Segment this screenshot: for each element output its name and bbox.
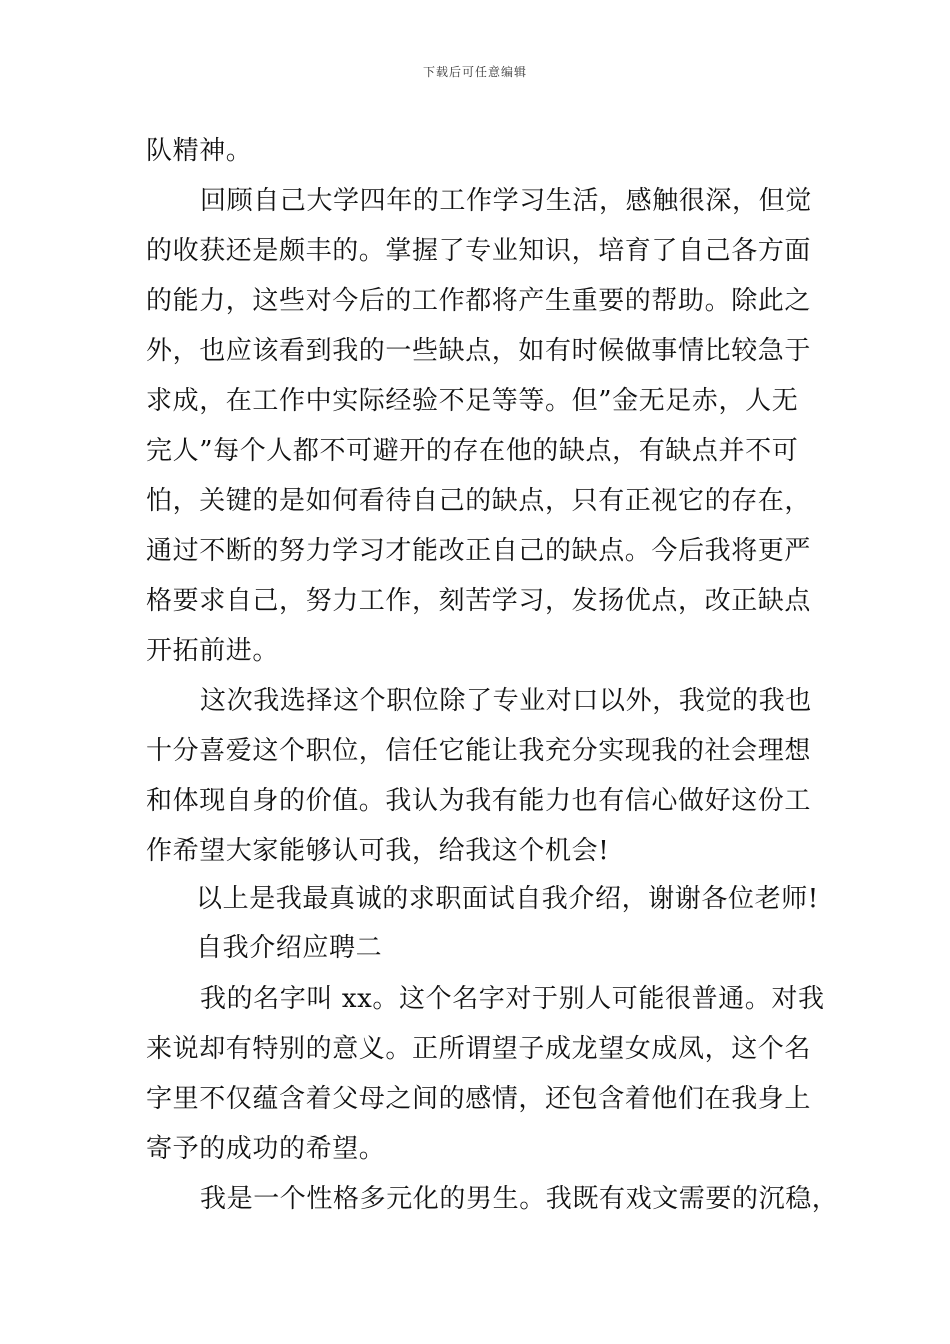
text-line: 完人”每个人都不可避开的存在他的缺点，有缺点并不可 xyxy=(146,436,799,466)
text-line: 的收获还是颇丰的。掌握了专业知识，培育了自己各方面 xyxy=(146,236,812,266)
text-line: 和体现自身的价值。我认为我有能力也有信心做好这份工 xyxy=(146,786,812,816)
text-line: 队精神。 xyxy=(146,136,253,166)
text-line: 回顾自己大学四年的工作学习生活，感触很深，但觉 xyxy=(200,186,812,216)
text-line: 开拓前进。 xyxy=(146,636,280,666)
text-line: 字里不仅蕴含着父母之间的感情，还包含着他们在我身上 xyxy=(146,1084,812,1114)
text-line: 通过不断的努力学习才能改正自己的缺点。今后我将更严 xyxy=(146,536,812,566)
text-line: 寄予的成功的希望。 xyxy=(146,1134,386,1164)
section-heading: 自我介绍应聘二 xyxy=(196,933,383,963)
text-line: 以上是我最真诚的求职面试自我介绍，谢谢各位老师! xyxy=(196,884,819,914)
text-line: 的能力，这些对今后的工作都将产生重要的帮助。除此之 xyxy=(146,286,812,316)
text-line: 十分喜爱这个职位，信任它能让我充分实现我的社会理想 xyxy=(146,736,812,766)
text-line: 怕，关键的是如何看待自己的缺点，只有正视它的存在， xyxy=(146,486,812,516)
text-line: 来说却有特别的意义。正所谓望子成龙望女成凤，这个名 xyxy=(146,1034,812,1064)
text-line: 外，也应该看到我的一些缺点，如有时候做事情比较急于 xyxy=(146,336,812,366)
text-line: 格要求自己，努力工作，刻苦学习，发扬优点，改正缺点 xyxy=(146,586,812,616)
text-line: 我是一个性格多元化的男生。我既有戏文需要的沉稳， xyxy=(200,1184,839,1214)
text-line: 求成，在工作中实际经验不足等等。但”金无足赤，人无 xyxy=(146,386,799,416)
text-line: 我的名字叫 xx。这个名字对于别人可能很普通。对我 xyxy=(200,984,825,1014)
text-line: 作希望大家能够认可我，给我这个机会! xyxy=(146,836,610,866)
page-header: 下载后可任意编辑 xyxy=(422,65,527,79)
text-line: 这次我选择这个职位除了专业对口以外，我觉的我也 xyxy=(200,686,812,716)
